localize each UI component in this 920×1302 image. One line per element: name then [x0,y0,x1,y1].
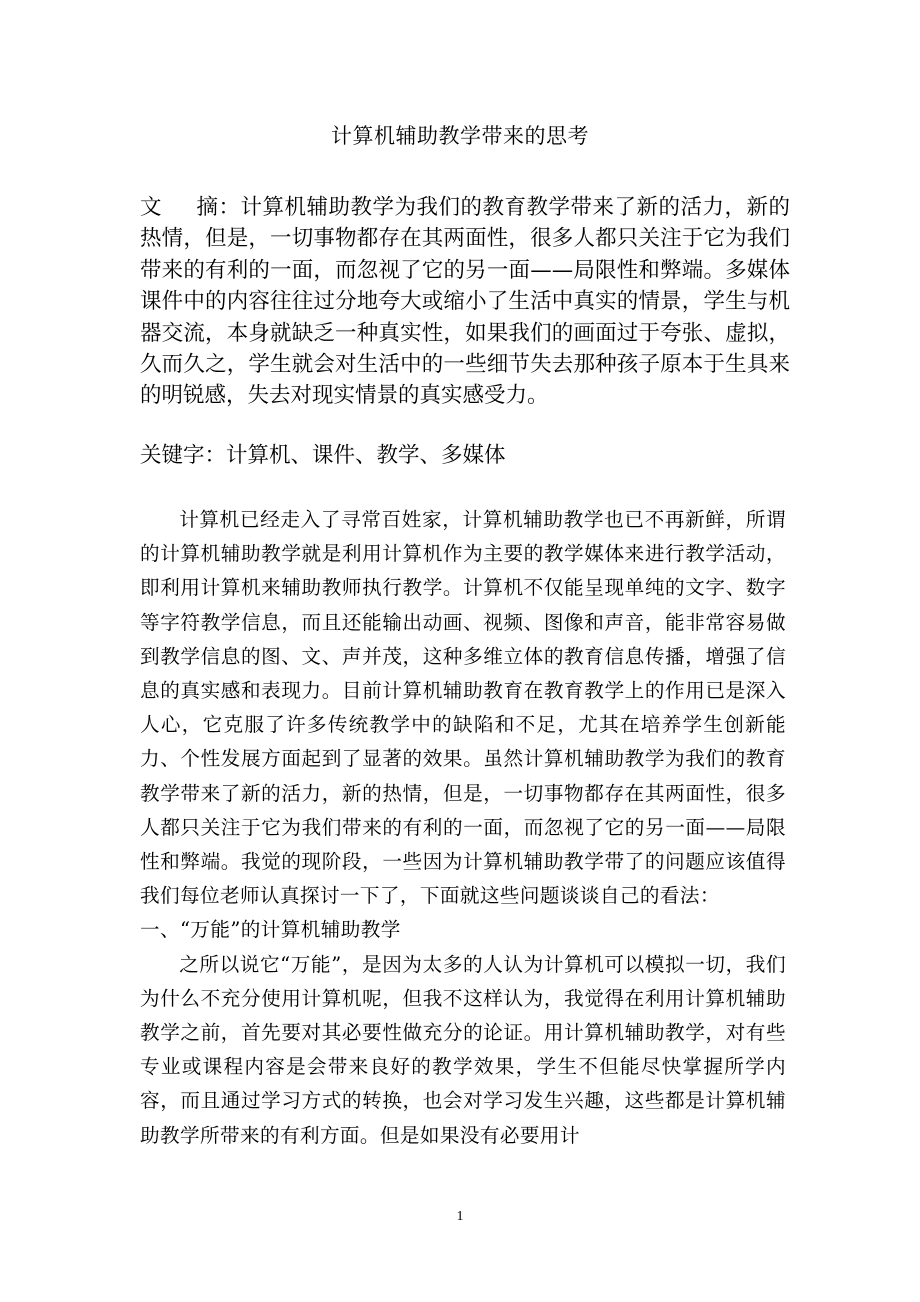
keywords-line: 关键字：计算机、课件、教学、多媒体 [140,443,506,468]
abstract-block [140,192,790,412]
page-number: 1 [456,1209,464,1224]
body-paragraph-2: 之所以说它“万能”，是因为太多的人认为计算机可以模拟一切，我们为什么不充分使用计算机呢，但我不这样认为，我觉得在利用计算机辅助教学之前，首先要对其必要性做充分的论证。用计算机辅助教学，对有些专业或课程内容是会带来良好的教学效果，学生不但能尽快掌握所学内容，而且通过学习方式的转换，也会对学习发生兴趣，这些都是计算机辅助教学所带来的有利方面。但是如果没有必要用计 [140,952,786,1147]
abstract-label-part2: 摘： [196,195,241,220]
abstract-text: 计算机辅助教学为我们的教育教学带来了新的活力，新的热情，但是，一切事物都存在其两面性，很多人都只关注于它为我们带来的有利的一面，而忽视了它的另一面——局限性和弊端。多媒体课件中的内容往往过分地夸大或缩小了生活中真实的情景，学生与机器交流，本身就缺乏一种真实性，如果我们的画面过于夸张、虚拟，久而久之，学生就会对生活中的一些细节失去那种孩子原本于生具来的明锐感，失去对现实情景的真实感受力。 [140,195,790,409]
abstract-label-part1: 文 [140,195,162,220]
body-paragraph-1: 计算机已经走入了寻常百姓家，计算机辅助教学也已不再新鲜，所谓的计算机辅助教学就是利用计算机作为主要的教学媒体来进行教学活动，即利用计算机来辅助教师执行教学。计算机不仅能呈现单纯的文字、数字等字符教学信息，而且还能输出动画、视频、图像和声音，能非常容易做到教学信息的图、文、声并茂，这种多维立体的教育信息传播，增强了信息的真实感和表现力。目前计算机辅助教育在教育教学上的作用已是深入人心，它克服了许多传统教学中的缺陷和不足，尤其在培养学生创新能力、个性发展方面起到了显著的效果。虽然计算机辅助教学为我们的教育教学带来了新的活力，新的热情，但是，一切事物都存在其两面性，很多人都只关注于它为我们带来的有利的一面，而忽视了它的另一面——局限性和弊端。我觉的现阶段，一些因为计算机辅助教学带了的问题应该值得我们每位老师认真探讨一下了，下面就这些问题谈谈自己的看法： [140,508,786,908]
document-title: 计算机辅助教学带来的思考 [331,124,589,148]
section-heading-1: 一、“万能”的计算机辅助教学 [140,918,401,942]
body-text [140,503,786,1153]
